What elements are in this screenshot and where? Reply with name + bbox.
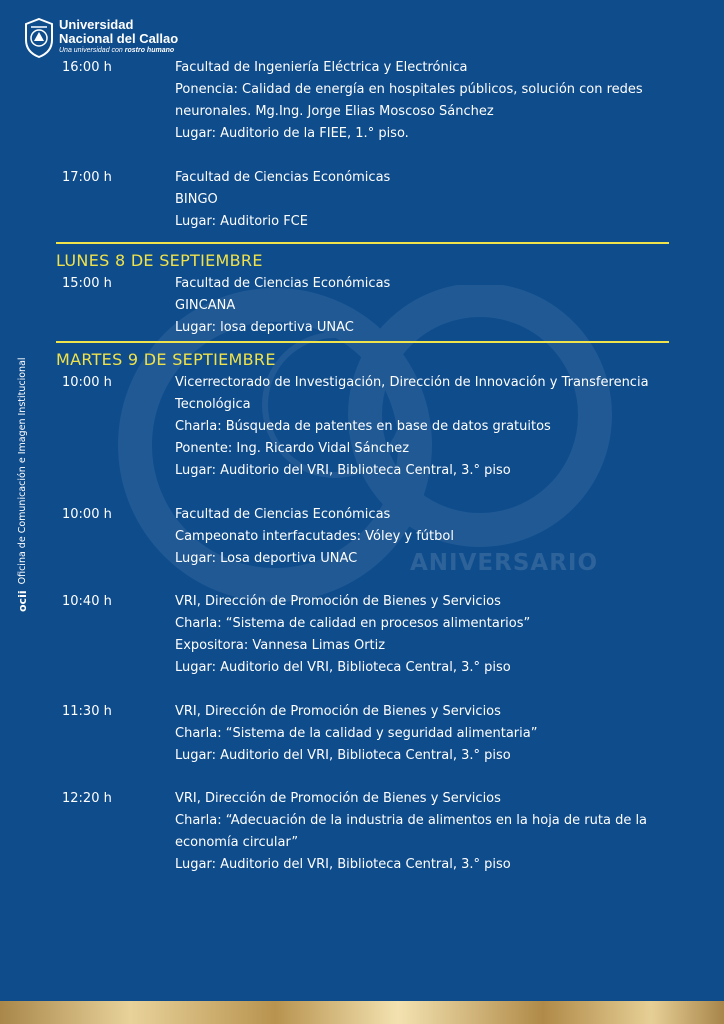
entry-time: 10:40 h [62,594,112,609]
entry-line: Tecnológica [175,397,251,412]
entry-details [175,701,665,767]
entry-line: Lugar: Auditorio del VRI, Biblioteca Central, 3.° piso [175,748,511,763]
entry-line: VRI, Dirección de Promoción de Bienes y Servicios [175,791,501,806]
tagline-bold: rostro humano [124,47,175,54]
logo-wordmark [59,18,178,55]
entry-line: Charla: “Sistema de calidad en procesos alimentarios” [175,616,531,631]
entry-line: Lugar: Auditorio de la FIEE, 1.° piso. [175,126,409,141]
entry-time: 10:00 h [62,375,112,390]
entry-details [175,57,665,145]
entry-line: Facultad de Ingeniería Eléctrica y Electrónica [175,60,468,75]
entry-details [175,167,665,233]
university-logo [24,18,178,58]
entry-line: Ponente: Ing. Ricardo Vidal Sánchez [175,441,410,456]
day-divider [56,242,669,244]
entry-line: economía circular” [175,835,299,850]
logo-tagline [59,46,178,55]
entry-details [175,273,665,339]
entry-details [175,372,665,482]
entry-line: neuronales. Mg.Ing. Jorge Elias Moscoso Sánchez [175,104,494,119]
entry-line: VRI, Dirección de Promoción de Bienes y Servicios [175,594,501,609]
tagline-prefix: Una universidad con [59,47,125,54]
entry-line: Vicerrectorado de Investigación, Dirección de Innovación y Transferencia [175,375,649,390]
office-side-label [16,357,29,612]
entry-line: Expositora: Vannesa Limas Ortiz [175,638,386,653]
entry-line: Lugar: Auditorio del VRI, Biblioteca Central, 3.° piso [175,857,511,872]
entry-line: Charla: “Sistema de la calidad y seguridad alimentaria” [175,726,538,741]
entry-line: Facultad de Ciencias Económicas [175,276,391,291]
entry-details [175,788,665,876]
entry-details [175,504,665,570]
entry-time: 12:20 h [62,791,112,806]
entry-line: GINCANA [175,298,236,313]
entry-details [175,591,665,679]
entry-line: Facultad de Ciencias Económicas [175,170,391,185]
day-heading-tuesday: MARTES 9 DE SEPTIEMBRE [56,350,276,369]
entry-line: Lugar: Losa deportiva UNAC [175,551,358,566]
entry-line: VRI, Dirección de Promoción de Bienes y Servicios [175,704,501,719]
entry-time: 15:00 h [62,276,112,291]
entry-line: Lugar: Auditorio FCE [175,214,308,229]
day-divider [56,341,669,343]
logo-line-2: Nacional del Callao [59,31,179,46]
entry-line: Campeonato interfacutades: Vóley y fútbol [175,529,454,544]
entry-line: Lugar: Auditorio del VRI, Biblioteca Central, 3.° piso [175,463,511,478]
entry-line: Charla: “Adecuación de la industria de alimentos en la hoja de ruta de la [175,813,648,828]
entry-line: Ponencia: Calidad de energía en hospitales públicos, solución con redes [175,82,643,97]
entry-time: 11:30 h [62,704,112,719]
day-heading-monday: LUNES 8 DE SEPTIEMBRE [56,251,263,270]
entry-time: 16:00 h [62,60,112,75]
entry-line: Lugar: losa deportiva UNAC [175,320,354,335]
entry-time: 10:00 h [62,507,112,522]
entry-line: Charla: Búsqueda de patentes en base de datos gratuitos [175,419,551,434]
office-name: Oficina de Comunicación e Imagen Institucional [17,357,28,585]
entry-line: Lugar: Auditorio del VRI, Biblioteca Central, 3.° piso [175,660,511,675]
entry-line: BINGO [175,192,218,207]
entry-time: 17:00 h [62,170,112,185]
office-brand: ocii [16,590,29,612]
anniversary-watermark-text: ANIVERSARIO [410,550,599,576]
logo-line-1: Universidad [59,17,134,32]
university-seal-icon [24,18,54,58]
entry-line: Facultad de Ciencias Económicas [175,507,391,522]
decorative-gold-strip [0,1001,724,1024]
